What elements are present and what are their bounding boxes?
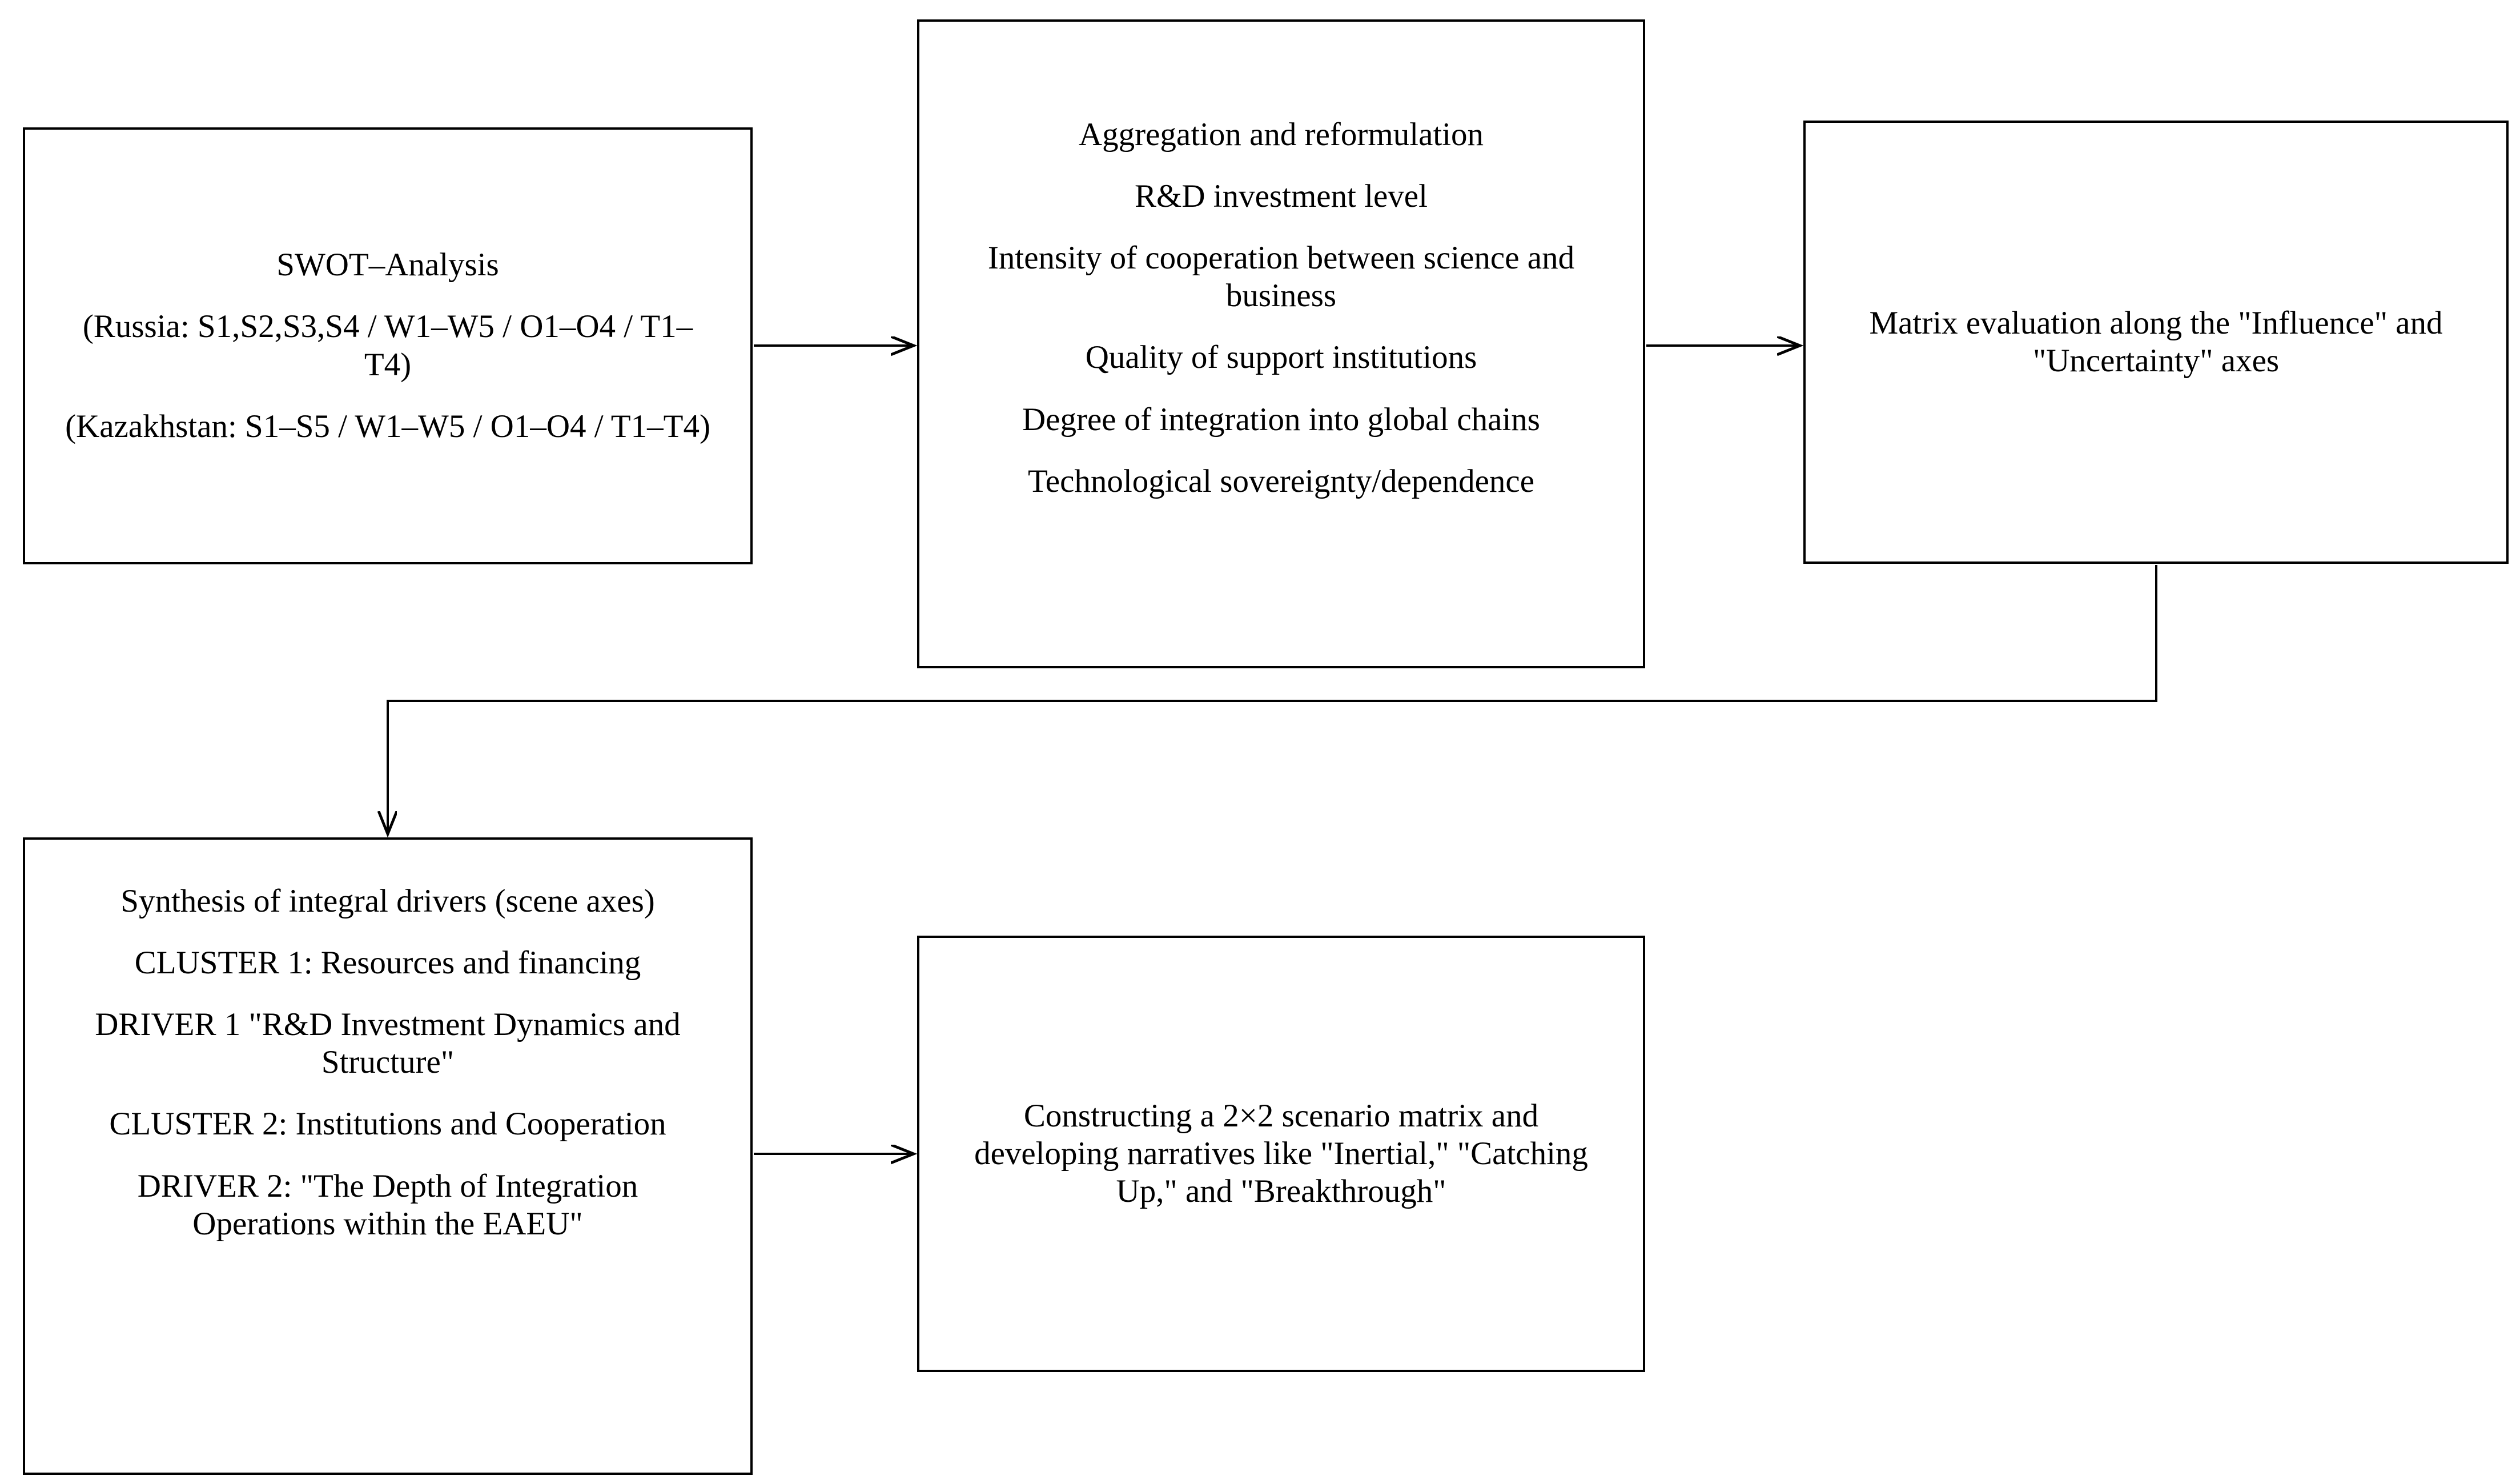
box-criteria-list (917, 19, 1645, 668)
synthesis-cluster-2: CLUSTER 2: Institutions and Cooperation (109, 1106, 666, 1142)
criteria-item-rnd-investment: R&D investment level (1135, 178, 1428, 215)
swot-kazakhstan-line: (Kazakhstan: S1–S5 / W1–W5 / O1–O4 / T1–T4) (65, 408, 710, 444)
synthesis-driver-2: DRIVER 2: "The Depth of Integration Operations within the EAEU" (137, 1168, 638, 1242)
box-matrix-evaluation (1803, 121, 2509, 564)
criteria-item-institutions: Quality of support institutions (1085, 339, 1477, 376)
synthesis-title: Synthesis of integral drivers (scene axes) (120, 883, 655, 919)
criteria-item-sovereignty: Technological sovereignty/dependence (1027, 463, 1535, 499)
scenario-matrix-text: Constructing a 2×2 scenario matrix and developing narratives like "Inertial," "Catching Up," and "Breakthrough" (974, 1097, 1588, 1210)
synthesis-cluster-1: CLUSTER 1: Resources and financing (134, 945, 641, 981)
criteria-item-cooperation: Intensity of cooperation between science and business (987, 240, 1575, 314)
synthesis-driver-1: DRIVER 1 "R&D Investment Dynamics and Structure" (95, 1006, 681, 1081)
box-scenario-matrix (917, 936, 1645, 1372)
criteria-item-global-chains: Degree of integration into global chains (1022, 401, 1540, 438)
box-synthesis-drivers (23, 837, 753, 1475)
swot-title: SWOT–Analysis (276, 247, 499, 283)
matrix-evaluation-text: Matrix evaluation along the "Influence" and "Uncertainty" axes (1869, 304, 2443, 379)
swot-russia-line: (Russia: S1,S2,S3,S4 / W1–W5 / O1–O4 / T1–T4) (82, 308, 693, 383)
criteria-item-aggregation: Aggregation and reformulation (1078, 117, 1484, 153)
box-swot-analysis (23, 127, 753, 564)
